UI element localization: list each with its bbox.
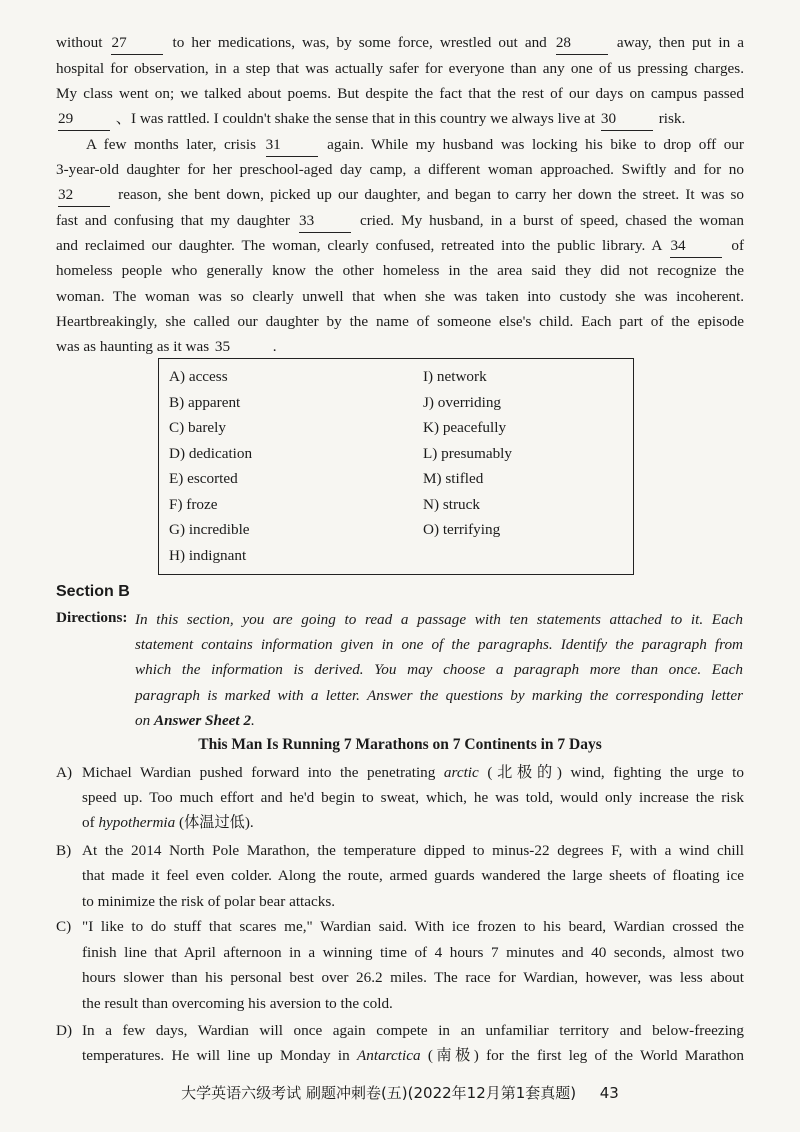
passage-text: was as haunting as it was <box>56 338 210 355</box>
word-option: D) dedication <box>169 444 253 462</box>
word-option: E) escorted <box>169 470 238 487</box>
section-heading: Section B <box>56 583 130 600</box>
word-option: A) access <box>169 368 228 385</box>
passage-text: again. While my husband was locking his bike to drop off our <box>327 136 744 153</box>
paragraph-label: D) <box>56 1022 73 1039</box>
passage-text: without <box>56 34 103 51</box>
directions-line: statement contains information given in one of the paragraphs. Identify the paragraph from <box>135 636 743 653</box>
paragraph-text: Michael Wardian pushed forward into the penetrating <box>82 764 444 781</box>
passage-text: to her medications, was, by some force, wrestled out and <box>172 34 547 51</box>
passage-text: risk. <box>658 110 686 127</box>
paragraph-line <box>82 967 744 989</box>
paragraph-text: (南极) for the first leg of the World Marathon <box>420 1047 744 1064</box>
paragraph-line <box>82 993 744 1015</box>
passage-line <box>56 336 744 359</box>
word-option: M) stifled <box>423 470 484 487</box>
directions-line: which the information is derived. You may choose a paragraph more than once. Each <box>135 661 743 678</box>
paragraph-label: A) <box>56 764 73 781</box>
paragraph-line <box>82 916 744 938</box>
paragraph-text: to minimize the risk of polar bear attacks. <box>82 893 336 910</box>
passage-line <box>86 134 744 157</box>
passage-line <box>56 286 744 308</box>
passage-line <box>56 32 744 55</box>
paragraph-text: (北极的) wind, fighting the urge to <box>478 764 744 781</box>
passage-line <box>56 260 744 282</box>
word-option: G) incredible <box>169 521 250 538</box>
answer-blank[interactable]: 31 <box>266 134 318 157</box>
answer-blank[interactable]: 30 <box>601 108 653 131</box>
passage-line <box>56 184 744 207</box>
passage-text: homeless people who generally know the other homeless in the area said they did not recognize the <box>56 262 744 279</box>
paragraph-text: of <box>82 814 99 831</box>
paragraph-line <box>82 891 744 913</box>
passage-line <box>56 83 744 105</box>
passage-line <box>56 58 744 80</box>
passage-text: cried. My husband, in a burst of speed, chased the woman <box>359 212 744 229</box>
italic-term: hypothermia <box>98 814 176 831</box>
directions-line: on Answer Sheet 2. <box>135 712 255 729</box>
passage-text: My class went on; we talked about poems. But despite the fact that the rest of our days on campus passed <box>56 85 744 102</box>
paragraph-text: speed up. Too much effort and he'd begin to sweat, which, he was told, would only increase the risk <box>82 789 744 806</box>
answer-blank[interactable]: 27 <box>111 32 163 55</box>
italic-term: arctic <box>443 764 479 781</box>
paragraph-line <box>82 840 744 862</box>
word-option: O) terrifying <box>423 521 501 538</box>
paragraph-line <box>82 762 744 784</box>
paragraph-text: hours slower than his personal best over 26.2 miles. The race for Wardian, however, was less about <box>82 969 744 986</box>
word-option: C) barely <box>169 419 226 436</box>
paragraph-text: "I like to do stuff that scares me," Wardian said. With ice frozen to his beard, Wardian crossed the <box>82 918 744 935</box>
word-bank <box>158 358 634 575</box>
word-option: H) indignant <box>169 546 247 564</box>
answer-blank[interactable]: 29 <box>58 108 110 131</box>
passage-text: and reclaimed our daughter. The woman, clearly confused, retreated into the public library. A <box>56 237 662 254</box>
passage-text: 、I was rattled. I couldn't shake the sense that in this country we always live at <box>115 110 596 127</box>
paragraph-text: (体温过低). <box>175 814 254 831</box>
answer-blank[interactable]: 32 <box>58 184 110 207</box>
passage-line <box>56 235 744 258</box>
paragraph-text: that made it feel even colder. Along the route, armed guards wandered the large sheets of floating ice <box>82 867 744 884</box>
paragraph-line <box>82 865 744 887</box>
paragraph-text: finish line that April afternoon in a winning time of 4 hours 7 minutes and 40 seconds, almost two <box>82 944 744 961</box>
paragraph-line <box>82 812 744 834</box>
paragraph-line <box>82 942 744 964</box>
word-option: J) overriding <box>423 393 502 411</box>
passage-line <box>56 210 744 233</box>
word-option: K) peacefully <box>423 419 507 436</box>
paragraph-line <box>82 1045 744 1067</box>
directions-line: paragraph is marked with a letter. Answer the questions by marking the corresponding letter <box>135 687 743 704</box>
passage-line <box>56 108 744 131</box>
passage-text: reason, she bent down, picked up our daughter, and began to carry her down the street. It was so <box>118 186 745 203</box>
answer-blank[interactable]: 28 <box>556 32 608 55</box>
passage-text: hospital for observation, in a step that was actually safer for everyone than any one of us pressing charges. <box>56 60 744 77</box>
paragraph-label: C) <box>56 918 72 935</box>
page-footer <box>0 1082 800 1103</box>
italic-term: Antarctica <box>357 1047 421 1064</box>
directions-label: Directions: <box>56 609 128 626</box>
passage-text: Heartbreakingly, she called our daughter by the name of someone else's child. Each part of the episode <box>56 313 744 330</box>
passage-text: 3-year-old daughter for her preschool-aged day camp, a different woman approached. Swiftly and for no <box>56 161 744 178</box>
page-number: 43 <box>599 1084 619 1102</box>
word-option: N) struck <box>423 495 480 513</box>
article-title: This Man Is Running 7 Marathons on 7 Continents in 7 Days <box>198 736 602 753</box>
word-option: B) apparent <box>169 393 241 411</box>
answer-blank[interactable]: 35 <box>215 336 267 359</box>
passage-text: away, then put in a <box>616 34 745 51</box>
passage-text: . <box>272 338 277 355</box>
passage-text: fast and confusing that my daughter <box>56 212 290 229</box>
passage-text: woman. The woman was so clearly unwell that when she was taken into custody she was incoherent. <box>56 288 744 305</box>
paragraph-label: B) <box>56 842 72 859</box>
paragraph-text: temperatures. He will line up Monday in <box>82 1047 357 1064</box>
answer-blank[interactable]: 34 <box>670 235 722 258</box>
paragraph-text: the result than overcoming his aversion to the cold. <box>82 995 393 1012</box>
passage-text: of <box>731 237 744 254</box>
passage-line <box>56 159 744 181</box>
word-option: F) froze <box>169 495 218 513</box>
paragraph-text: At the 2014 North Pole Marathon, the temperature dipped to minus-22 degrees F, with a wind chill <box>82 842 744 859</box>
directions-line: In this section, you are going to read a passage with ten statements attached to it. Each <box>135 611 743 628</box>
word-option: L) presumably <box>423 444 512 462</box>
passage-text: A few months later, crisis <box>86 136 257 153</box>
footer-text: 大学英语六级考试 刷题冲刺卷(五)(2022年12月第1套真题) <box>181 1084 577 1102</box>
paragraph-text: In a few days, Wardian will once again compete in an unfamiliar territory and below-freezing <box>82 1022 744 1039</box>
answer-blank[interactable]: 33 <box>299 210 351 233</box>
paragraph-line <box>82 1020 744 1042</box>
word-option: I) network <box>423 368 487 385</box>
paragraph-line <box>82 787 744 809</box>
passage-line <box>56 311 744 333</box>
